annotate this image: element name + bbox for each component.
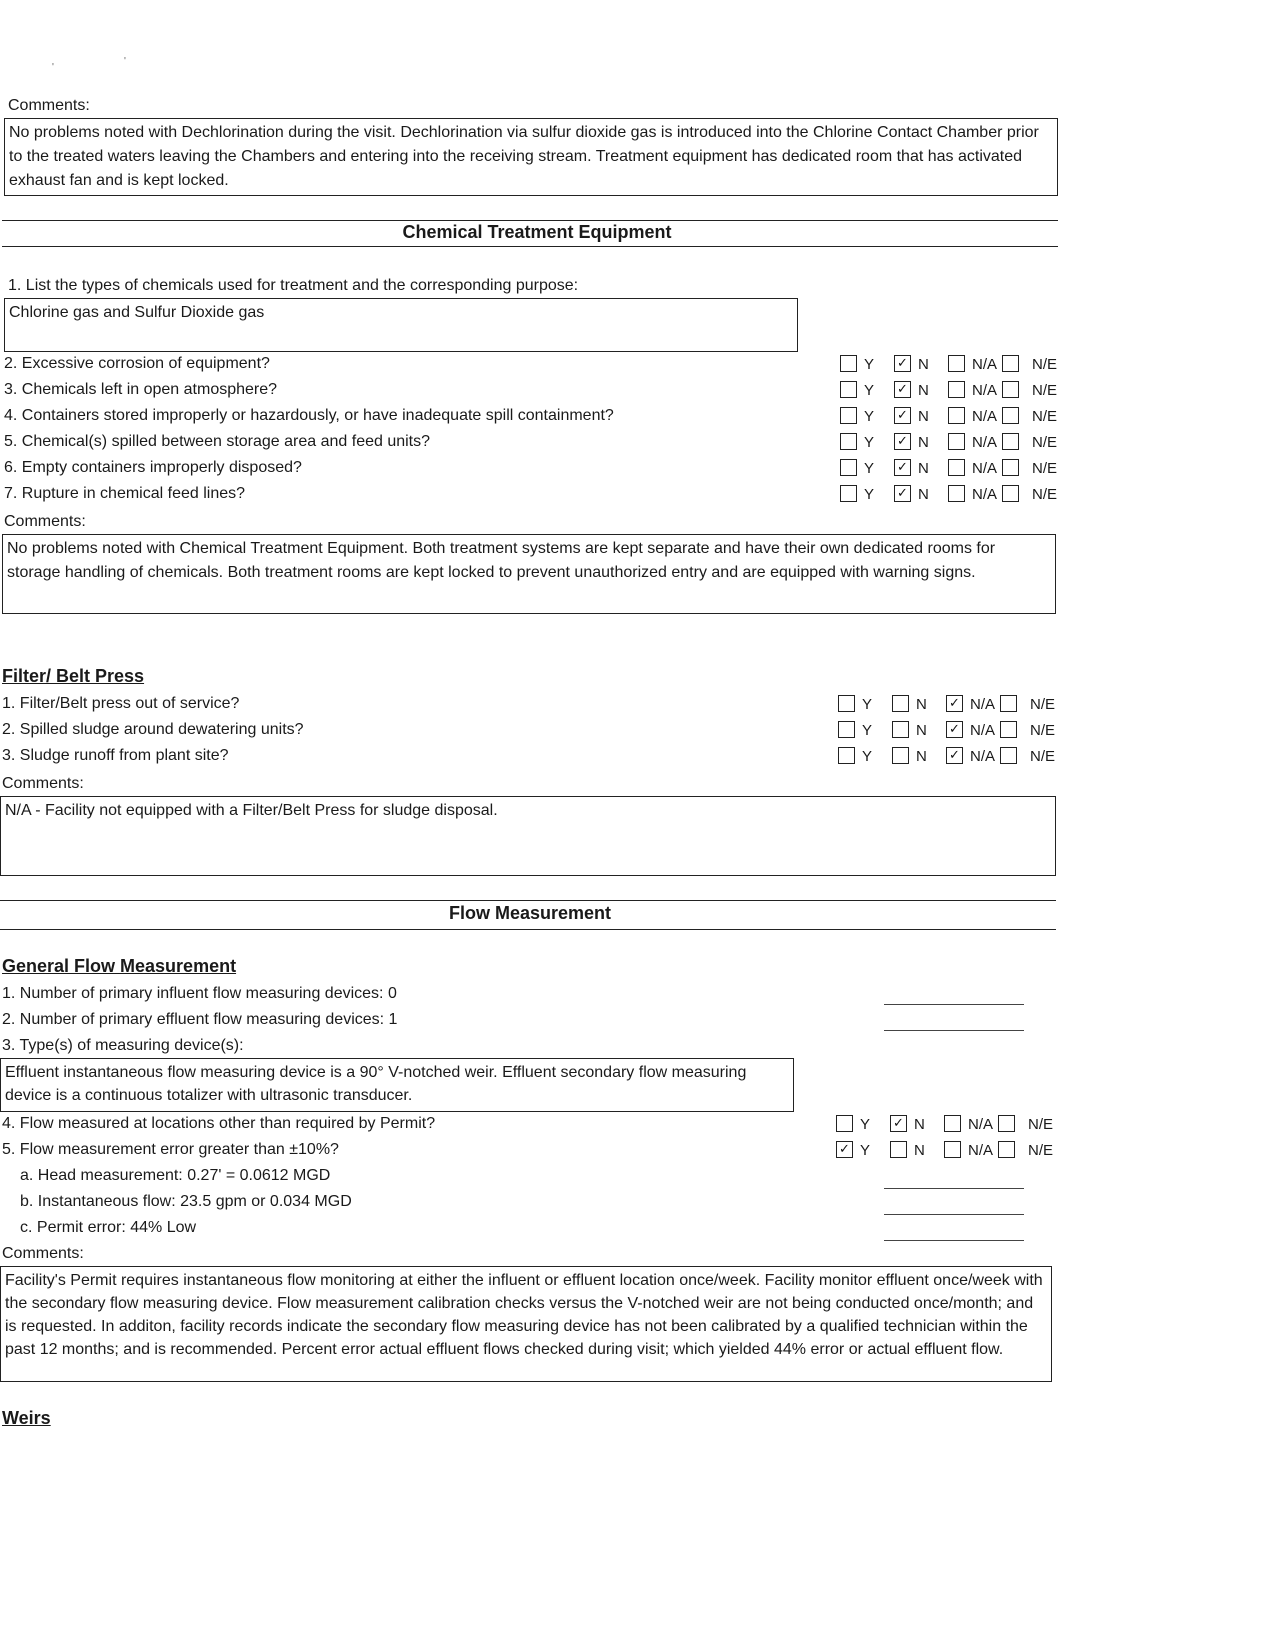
checkbox-y[interactable] xyxy=(840,433,857,450)
checkbox-label-ne: N/E xyxy=(1032,382,1058,399)
section-rule-bottom xyxy=(0,929,1056,930)
checkbox-label-ne: N/E xyxy=(1028,1116,1054,1133)
chemical-q1-answer-box xyxy=(4,298,798,352)
checkbox-ne[interactable] xyxy=(1002,433,1019,450)
checkbox-label-y: Y xyxy=(864,382,875,399)
checkbox-ne[interactable] xyxy=(998,1141,1015,1158)
checkbox-na[interactable] xyxy=(944,1115,961,1132)
chemical-comments-label: Comments: xyxy=(4,513,86,530)
checkbox-label-ne: N/E xyxy=(1030,748,1056,765)
checkbox-n[interactable]: ✓ xyxy=(894,485,911,502)
checkbox-y[interactable] xyxy=(836,1115,853,1132)
scan-speck: ' xyxy=(124,56,126,67)
checkbox-label-na: N/A xyxy=(968,1116,994,1133)
checkbox-y[interactable]: ✓ xyxy=(836,1141,853,1158)
flow-q2: 2. Number of primary effluent flow measuring devices: 1 xyxy=(2,1011,398,1028)
flow-section-title: Flow Measurement xyxy=(448,903,612,923)
chemical-question: 3. Chemicals left in open atmosphere? xyxy=(4,381,278,398)
checkbox-n[interactable]: ✓ xyxy=(894,381,911,398)
filter-question: 1. Filter/Belt press out of service? xyxy=(2,695,240,712)
checkbox-label-n: N xyxy=(916,748,927,765)
checkbox-label-n: N xyxy=(914,1116,925,1133)
section-rule-top xyxy=(2,220,1058,221)
checkbox-label-na: N/A xyxy=(972,356,998,373)
checkbox-label-y: Y xyxy=(860,1142,871,1159)
filter-question: 3. Sludge runoff from plant site? xyxy=(2,747,229,764)
flow-sub-a: a. Head measurement: 0.27' = 0.0612 MGD xyxy=(20,1167,331,1184)
checkbox-na[interactable]: ✓ xyxy=(946,721,963,738)
checkbox-y[interactable] xyxy=(838,695,855,712)
checkbox-y[interactable] xyxy=(840,485,857,502)
flow-q3-answer-box xyxy=(0,1058,794,1112)
chemical-q1: 1. List the types of chemicals used for treatment and the corresponding purpose: xyxy=(8,277,579,294)
checkbox-label-na: N/A xyxy=(972,382,998,399)
checkbox-ne[interactable] xyxy=(998,1115,1015,1132)
checkbox-na[interactable] xyxy=(944,1141,961,1158)
checkbox-label-na: N/A xyxy=(972,486,998,503)
flow-question: 5. Flow measurement error greater than ±10%? xyxy=(2,1141,339,1158)
checkbox-label-ne: N/E xyxy=(1032,434,1058,451)
checkbox-ne[interactable] xyxy=(1000,695,1017,712)
checkbox-y[interactable] xyxy=(840,381,857,398)
chemical-answer-options xyxy=(840,381,1070,401)
checkbox-label-na: N/A xyxy=(972,434,998,451)
checkbox-label-na: N/A xyxy=(970,722,996,739)
filter-answer-options xyxy=(838,695,1068,715)
checkbox-ne[interactable] xyxy=(1002,485,1019,502)
blank-line xyxy=(884,1240,1024,1241)
blank-line xyxy=(884,1188,1024,1189)
blank-line xyxy=(884,1004,1024,1005)
checkbox-label-y: Y xyxy=(864,408,875,425)
filter-question: 2. Spilled sludge around dewatering units? xyxy=(2,721,304,738)
checkbox-label-n: N xyxy=(918,382,929,399)
checkbox-na[interactable] xyxy=(948,433,965,450)
checkbox-label-y: Y xyxy=(864,356,875,373)
flow-comments-label: Comments: xyxy=(2,1245,84,1262)
chemical-comments-text: No problems noted with Chemical Treatment Equipment. Both treatment systems are kept separate and have their own dedicated rooms for storage handling of chemicals. Both treatment rooms are kept locked to prevent unauthorized entry and are equipped with warning signs. xyxy=(7,540,996,581)
section-rule-top xyxy=(0,900,1056,901)
checkbox-label-y: Y xyxy=(862,748,873,765)
checkbox-label-ne: N/E xyxy=(1032,356,1058,373)
checkbox-n[interactable]: ✓ xyxy=(890,1115,907,1132)
filter-answer-options xyxy=(838,747,1068,767)
checkbox-n[interactable] xyxy=(892,695,909,712)
checkbox-label-ne: N/E xyxy=(1030,696,1056,713)
checkbox-label-n: N xyxy=(918,356,929,373)
checkbox-label-ne: N/E xyxy=(1032,460,1058,477)
checkbox-ne[interactable] xyxy=(1002,381,1019,398)
checkbox-n[interactable] xyxy=(890,1141,907,1158)
weirs-title: Weirs xyxy=(2,1408,51,1428)
checkbox-ne[interactable] xyxy=(1002,459,1019,476)
checkbox-label-n: N xyxy=(916,696,927,713)
chemical-q1-answer: Chlorine gas and Sulfur Dioxide gas xyxy=(9,304,265,321)
chemical-question: 6. Empty containers improperly disposed? xyxy=(4,459,302,476)
blank-line xyxy=(884,1214,1024,1215)
checkbox-label-y: Y xyxy=(864,460,875,477)
checkbox-label-na: N/A xyxy=(972,460,998,477)
flow-comments-box xyxy=(0,1266,1052,1382)
general-flow-title: General Flow Measurement xyxy=(2,956,237,976)
checkbox-na[interactable]: ✓ xyxy=(946,747,963,764)
dechlorination-comments-label: Comments: xyxy=(8,97,90,114)
section-rule-bottom xyxy=(2,246,1058,247)
filter-answer-options xyxy=(838,721,1068,741)
checkbox-label-n: N xyxy=(918,434,929,451)
checkbox-n[interactable]: ✓ xyxy=(894,355,911,372)
chemical-answer-options xyxy=(840,485,1070,505)
flow-q3: 3. Type(s) of measuring device(s): xyxy=(2,1037,244,1054)
flow-answer-options xyxy=(836,1141,1066,1161)
filter-section-title: Filter/ Belt Press xyxy=(2,666,145,686)
chemical-question: 5. Chemical(s) spilled between storage area and feed units? xyxy=(4,433,431,450)
blank-line xyxy=(884,1030,1024,1031)
chemical-answer-options xyxy=(840,355,1070,375)
flow-sub-b: b. Instantaneous flow: 23.5 gpm or 0.034 MGD xyxy=(20,1193,352,1210)
flow-q1: 1. Number of primary influent flow measuring devices: 0 xyxy=(2,985,397,1002)
checkbox-y[interactable] xyxy=(840,407,857,424)
checkbox-y[interactable] xyxy=(840,355,857,372)
dechlorination-comments-text: No problems noted with Dechlorination during the visit. Dechlorination via sulfur dioxide gas is introduced into the Chlorine Contact Chamber prior to the treated waters leaving the Chambers and entering into the receiving stream. Treatment equipment has dedicated room that has activated exhaust fan and is kept locked. xyxy=(9,124,1039,189)
checkbox-label-n: N xyxy=(918,408,929,425)
filter-comments-label: Comments: xyxy=(2,775,84,792)
checkbox-n[interactable]: ✓ xyxy=(894,433,911,450)
checkbox-label-y: Y xyxy=(864,434,875,451)
flow-answer-options xyxy=(836,1115,1066,1135)
chemical-comments-box xyxy=(2,534,1056,614)
checkbox-na[interactable] xyxy=(948,355,965,372)
checkbox-label-na: N/A xyxy=(970,748,996,765)
checkbox-label-n: N xyxy=(918,460,929,477)
scan-speck: ' xyxy=(52,62,54,73)
checkbox-label-ne: N/E xyxy=(1032,408,1058,425)
checkbox-na[interactable] xyxy=(948,407,965,424)
chemical-question: 4. Containers stored improperly or hazardously, or have inadequate spill containment? xyxy=(4,407,614,424)
checkbox-label-y: Y xyxy=(860,1116,871,1133)
checkbox-y[interactable] xyxy=(838,747,855,764)
checkbox-label-n: N xyxy=(918,486,929,503)
checkbox-n[interactable]: ✓ xyxy=(894,459,911,476)
checkbox-n[interactable]: ✓ xyxy=(894,407,911,424)
checkbox-label-n: N xyxy=(914,1142,925,1159)
checkbox-n[interactable] xyxy=(892,721,909,738)
checkbox-ne[interactable] xyxy=(1000,721,1017,738)
checkbox-label-y: Y xyxy=(862,696,873,713)
checkbox-label-y: Y xyxy=(862,722,873,739)
chemical-question: 7. Rupture in chemical feed lines? xyxy=(4,485,246,502)
checkbox-label-ne: N/E xyxy=(1032,486,1058,503)
checkbox-y[interactable] xyxy=(840,459,857,476)
checkbox-label-na: N/A xyxy=(970,696,996,713)
dechlorination-comments-box xyxy=(4,118,1058,196)
filter-comments-text: N/A - Facility not equipped with a Filter/Belt Press for sludge disposal. xyxy=(5,802,498,819)
checkbox-na[interactable] xyxy=(948,459,965,476)
flow-comments-text: Facility's Permit requires instantaneous flow monitoring at either the influent or effluent location once/week. Facility monitor effluent once/week with the secondary flow measuring device. Flow measurement calibration checks versus the V-notched weir are not being conducted once/month; and is requested. In additon, facility records indicate the secondary flow measuring device has not been calibrated by a qualified technician within the past 12 months; and is recommended. Percent error actual effluent flows checked during visit; which yielded 44% error or actual effluent flow. xyxy=(5,1272,1043,1358)
checkbox-na[interactable] xyxy=(948,381,965,398)
checkbox-label-n: N xyxy=(916,722,927,739)
checkbox-na[interactable] xyxy=(948,485,965,502)
checkbox-y[interactable] xyxy=(838,721,855,738)
chemical-question: 2. Excessive corrosion of equipment? xyxy=(4,355,270,372)
chemical-section-title: Chemical Treatment Equipment xyxy=(402,222,672,242)
checkbox-ne[interactable] xyxy=(1002,407,1019,424)
checkbox-n[interactable] xyxy=(892,747,909,764)
chemical-answer-options xyxy=(840,459,1070,479)
checkbox-label-na: N/A xyxy=(968,1142,994,1159)
checkbox-ne[interactable] xyxy=(1002,355,1019,372)
checkbox-ne[interactable] xyxy=(1000,747,1017,764)
chemical-answer-options xyxy=(840,433,1070,453)
chemical-answer-options xyxy=(840,407,1070,427)
checkbox-label-na: N/A xyxy=(972,408,998,425)
flow-sub-c: c. Permit error: 44% Low xyxy=(20,1219,197,1236)
checkbox-label-ne: N/E xyxy=(1030,722,1056,739)
checkbox-label-ne: N/E xyxy=(1028,1142,1054,1159)
checkbox-label-y: Y xyxy=(864,486,875,503)
checkbox-na[interactable]: ✓ xyxy=(946,695,963,712)
flow-question: 4. Flow measured at locations other than required by Permit? xyxy=(2,1115,436,1132)
filter-comments-box xyxy=(0,796,1056,876)
flow-q3-answer: Effluent instantaneous flow measuring device is a 90° V-notched weir. Effluent secondary flow measuring device is a continuous totalizer with ultrasonic transducer. xyxy=(5,1064,747,1104)
